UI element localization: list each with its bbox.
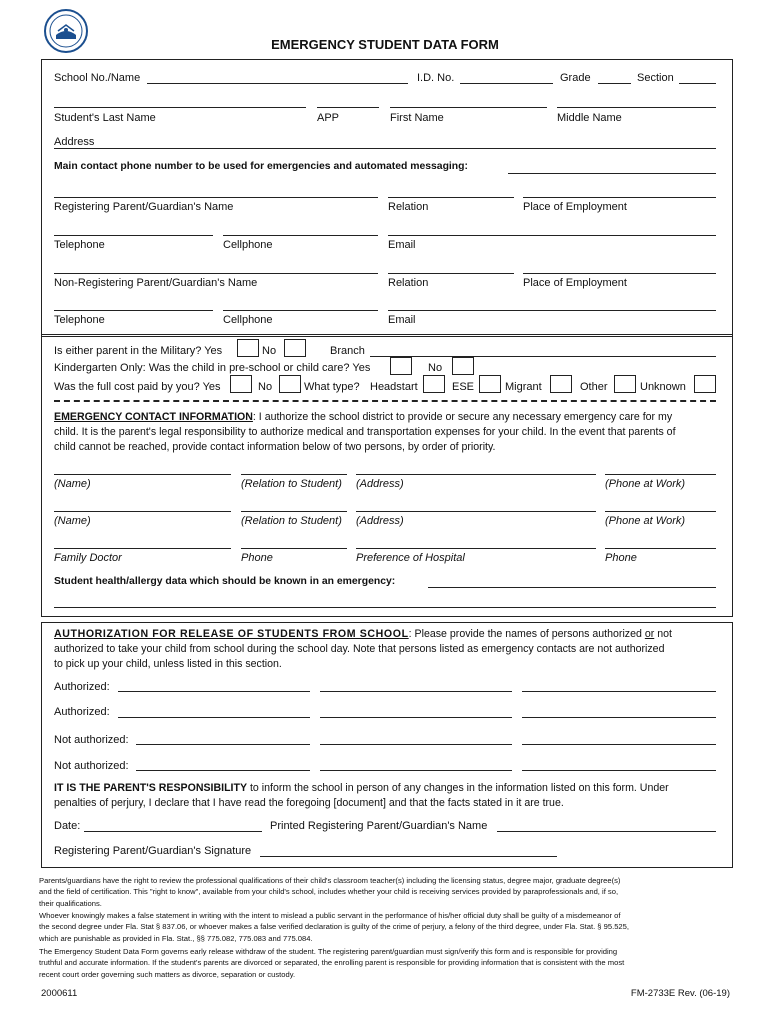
app-label: APP — [317, 112, 340, 124]
nonreg-telephone-field[interactable] — [54, 310, 213, 311]
date-field[interactable] — [84, 831, 262, 832]
nonreg-email-field[interactable] — [388, 310, 716, 311]
middle-name-label: Middle Name — [557, 112, 622, 124]
not-authorized-1-field-b[interactable] — [320, 744, 512, 745]
reg-telephone-label: Telephone — [54, 239, 105, 251]
reg-name-label: Registering Parent/Guardian's Name — [54, 201, 234, 213]
contact2-relation-field[interactable] — [241, 511, 347, 512]
branch-field[interactable] — [370, 356, 716, 357]
contact1-address-label: (Address) — [356, 478, 404, 490]
nonreg-relation-field[interactable] — [388, 273, 514, 274]
perjury-notice — [39, 910, 733, 944]
not-authorized-2-field-c[interactable] — [522, 770, 716, 771]
emergency-contact-paragraph — [54, 410, 716, 455]
contact2-address-label: (Address) — [356, 515, 404, 527]
kinder-no-label: No — [428, 362, 443, 374]
early-release-notice — [39, 946, 733, 980]
contact2-name-field[interactable] — [54, 511, 231, 512]
not-authorized-2-field-b[interactable] — [320, 770, 512, 771]
footer-p2b: the second degree under Fla. Stat § 837.06, or whoever makes a false verified declaration is guilty of the crime of perjury, a felony of the third degree, under Fla. Stat. § 95.525, — [39, 922, 629, 932]
contact1-phone-label: (Phone at Work) — [605, 478, 686, 490]
app-field[interactable] — [317, 107, 379, 108]
doctor-phone-label: Phone — [241, 552, 273, 564]
fullcost-no-checkbox[interactable] — [279, 375, 301, 393]
address-label: Address — [54, 136, 95, 148]
not-authorized-label-2: Not authorized: — [54, 760, 129, 772]
kinder-label: Kindergarten Only: Was the child in pre-school or child care? Yes — [54, 362, 371, 374]
reg-relation-label: Relation — [388, 201, 429, 213]
doctor-field[interactable] — [54, 548, 231, 549]
responsibility-paragraph — [54, 781, 716, 811]
nonreg-telephone-label: Telephone — [54, 314, 105, 326]
nonreg-name-field[interactable] — [54, 273, 378, 274]
contact1-name-label: (Name) — [54, 478, 91, 490]
contact2-phone-label: (Phone at Work) — [605, 515, 686, 527]
military-label: Is either parent in the Military? Yes — [54, 345, 223, 357]
hospital-phone-field[interactable] — [605, 548, 716, 549]
contact2-relation-label: (Relation to Student) — [241, 515, 342, 527]
other-label: Other — [580, 381, 608, 393]
not-authorized-2-field-a[interactable] — [136, 770, 310, 771]
contact1-relation-field[interactable] — [241, 474, 347, 475]
authorized-2-field-a[interactable] — [118, 717, 310, 718]
ec-heading: EMERGENCY CONTACT INFORMATION — [54, 411, 253, 423]
section-field[interactable] — [679, 83, 716, 84]
ec-text-2: child. It is the parent's legal responsibility to authorize medical and transportation expenses for your child. In the event that parents of — [54, 426, 676, 438]
footer-p3c: recent court order governing such matters as divorce, separation or custody. — [39, 969, 296, 979]
ese-checkbox[interactable] — [479, 375, 501, 393]
hospital-field[interactable] — [356, 548, 596, 549]
authorized-2-field-b[interactable] — [320, 717, 512, 718]
address-field[interactable] — [54, 148, 716, 149]
footer-p3b: truthful and accurate information. If the student's parents are divorced or separated, the enrolling parent is responsible for providing information that is consistent with the most — [39, 958, 625, 968]
release-text-2: authorized to take your child from school during the school day. Note that persons listed as emergency contacts are not authorized — [54, 643, 665, 655]
migrant-label: Migrant — [505, 381, 542, 393]
footer-p1b: and the field of certification. This "right to know", available from your child's school, includes whether your child is receiving services provided by paraprofessionals and, if so, — [39, 887, 619, 897]
responsibility-text-2: penalties of perjury, I declare that I have read the foregoing [document] and that the facts stated in it are true. — [54, 797, 564, 809]
kinder-yes-checkbox[interactable] — [390, 357, 412, 375]
main-phone-label: Main contact phone number to be used for emergencies and automated messaging: — [54, 161, 468, 172]
id-label: I.D. No. — [417, 72, 455, 84]
nonreg-employment-label: Place of Employment — [523, 277, 627, 289]
contact1-address-field[interactable] — [356, 474, 596, 475]
footer-p3a: The Emergency Student Data Form governs early release withdraw of the student. The registering parent/guardian must sign/verify this form and is responsible for providing — [39, 947, 618, 956]
main-phone-field[interactable] — [508, 173, 716, 174]
authorized-label-1: Authorized: — [54, 681, 110, 693]
hospital-phone-label: Phone — [605, 552, 637, 564]
health-field-1[interactable] — [428, 587, 716, 588]
reg-email-field[interactable] — [388, 235, 716, 236]
migrant-checkbox[interactable] — [550, 375, 572, 393]
authorized-1-field-a[interactable] — [118, 691, 310, 692]
authorized-label-2: Authorized: — [54, 706, 110, 718]
headstart-label: Headstart — [370, 381, 418, 393]
reg-employment-field[interactable] — [523, 197, 716, 198]
unknown-checkbox[interactable] — [694, 375, 716, 393]
first-name-field[interactable] — [390, 107, 547, 108]
fullcost-no-label: No — [258, 381, 273, 393]
dashed-divider — [54, 400, 716, 402]
grade-label: Grade — [560, 72, 591, 84]
ec-text-3: child cannot be reached, provide contact information below of two persons, by order of priority. — [54, 441, 496, 453]
release-or: or — [644, 628, 655, 640]
footer-p2a: Whoever knowingly makes a false statement in writing with the intent to mislead a public servant in the performance of his/her official duty shall be guilty of a misdemeanor of — [39, 911, 621, 920]
printed-name-field[interactable] — [497, 831, 716, 832]
school-field[interactable] — [147, 83, 408, 84]
unknown-label: Unknown — [640, 381, 686, 393]
hospital-label: Preference of Hospital — [356, 552, 465, 564]
authorized-1-field-c[interactable] — [522, 691, 716, 692]
qualifications-notice — [39, 875, 733, 909]
release-text-1b: not — [654, 628, 672, 640]
contact1-name-field[interactable] — [54, 474, 231, 475]
footer-code: 2000611 — [41, 988, 78, 999]
nonreg-email-label: Email — [388, 314, 416, 326]
health-label: Student health/allergy data which should be known in an emergency: — [54, 576, 396, 587]
id-field[interactable] — [460, 83, 553, 84]
reg-telephone-field[interactable] — [54, 235, 213, 236]
form-title: EMERGENCY STUDENT DATA FORM — [271, 37, 499, 52]
military-no-checkbox[interactable] — [284, 339, 306, 357]
not-authorized-label-1: Not authorized: — [54, 734, 129, 746]
footer-p1a: Parents/guardians have the right to review the professional qualifications of their child's classroom teacher(s) including the licensing status, degree major, graduate degree(s) — [39, 876, 621, 885]
fullcost-yes-checkbox[interactable] — [230, 375, 252, 393]
branch-label: Branch — [330, 345, 365, 357]
reg-cellphone-label: Cellphone — [223, 239, 273, 251]
reg-cellphone-field[interactable] — [223, 235, 378, 236]
footer-p2c: which are punishable as provided in Fla. Stat., §§ 775.082, 775.083 and 775.084. — [39, 933, 313, 943]
section-label: Section — [637, 72, 674, 84]
doctor-phone-field[interactable] — [241, 548, 347, 549]
release-heading: AUTHORIZATION FOR RELEASE OF STUDENTS FROM SCHOOL — [54, 628, 409, 640]
printed-name-label: Printed Registering Parent/Guardian's Name — [270, 820, 488, 832]
contact2-phone-field[interactable] — [605, 511, 716, 512]
headstart-checkbox[interactable] — [423, 375, 445, 393]
authorized-2-field-c[interactable] — [522, 717, 716, 718]
footer-form-number: FM-2733E Rev. (06-19) — [630, 988, 730, 999]
footer-p1c: their qualifications. — [39, 898, 102, 908]
not-authorized-1-field-a[interactable] — [136, 744, 310, 745]
reg-relation-field[interactable] — [388, 197, 514, 198]
not-authorized-1-field-c[interactable] — [522, 744, 716, 745]
release-text-1a: : Please provide the names of persons authorized — [408, 628, 645, 640]
school-label: School No./Name — [54, 72, 141, 84]
nonreg-cellphone-label: Cellphone — [223, 314, 273, 326]
whattype-label: What type? — [304, 381, 360, 393]
reg-name-field[interactable] — [54, 197, 378, 198]
release-text-3: to pick up your child, unless listed in this section. — [54, 658, 282, 670]
first-name-label: First Name — [390, 112, 444, 124]
responsibility-text-1: to inform the school in person of any changes in the information listed on this form. Under — [247, 782, 669, 794]
release-paragraph — [54, 627, 716, 672]
date-label: Date: — [54, 820, 81, 832]
grade-field[interactable] — [598, 83, 631, 84]
signature-field[interactable] — [260, 856, 557, 857]
reg-employment-label: Place of Employment — [523, 201, 627, 213]
ese-label: ESE — [452, 381, 475, 393]
middle-name-field[interactable] — [557, 107, 716, 108]
contact1-relation-label: (Relation to Student) — [241, 478, 342, 490]
doctor-label: Family Doctor — [54, 552, 122, 564]
military-yes-checkbox[interactable] — [237, 339, 259, 357]
last-name-label: Student's Last Name — [54, 112, 156, 124]
health-field-2[interactable] — [54, 607, 716, 608]
contact2-address-field[interactable] — [356, 511, 596, 512]
military-no-label: No — [262, 345, 277, 357]
student-parent-section — [41, 59, 733, 337]
last-name-field[interactable] — [54, 107, 306, 108]
authorized-1-field-b[interactable] — [320, 691, 512, 692]
nonreg-relation-label: Relation — [388, 277, 429, 289]
nonreg-employment-field[interactable] — [523, 273, 716, 274]
nonreg-name-label: Non-Registering Parent/Guardian's Name — [54, 277, 258, 289]
ec-text-1: : I authorize the school district to provide or secure any necessary emergency care for my — [252, 411, 673, 423]
responsibility-bold: IT IS THE PARENT'S RESPONSIBILITY — [54, 782, 248, 794]
fullcost-label: Was the full cost paid by you? Yes — [54, 381, 221, 393]
contact2-name-label: (Name) — [54, 515, 91, 527]
reg-email-label: Email — [388, 239, 416, 251]
kinder-no-checkbox[interactable] — [452, 357, 474, 375]
contact1-phone-field[interactable] — [605, 474, 716, 475]
other-checkbox[interactable] — [614, 375, 636, 393]
nonreg-cellphone-field[interactable] — [223, 310, 378, 311]
signature-label: Registering Parent/Guardian's Signature — [54, 845, 252, 857]
